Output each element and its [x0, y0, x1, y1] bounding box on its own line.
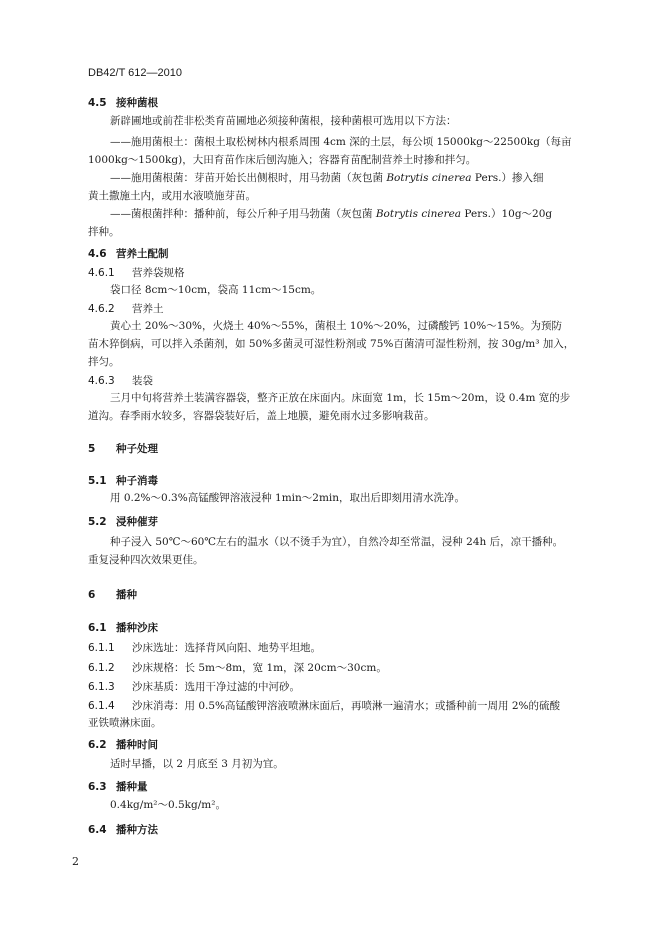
heading-number: 4.6.2	[88, 303, 115, 315]
heading-5-2	[88, 514, 158, 529]
heading-title: 播种	[116, 589, 137, 601]
paragraph: 亚铁喷淋床面。	[88, 717, 162, 729]
item-6-1-2	[88, 660, 387, 675]
paragraph: 道沟。春季雨水较多，容器袋装好后，盖上地膜，避免雨水过多影响栽苗。	[88, 410, 435, 422]
standard-code: DB42/T 612—2010	[88, 67, 182, 79]
item-text: 沙床规格：长 5m～8m，宽 1m，深 20cm～30cm。	[132, 662, 387, 674]
paragraph: 用 0.2%～0.3%高锰酸钾溶液浸种 1min～2min，取出后即刻用清水洗净。	[110, 492, 466, 504]
heading-number: 6	[88, 589, 96, 601]
item-number: 6.1.1	[88, 642, 115, 654]
paragraph: 黄心土 20%～30%，火烧土 40%～55%，菌根土 10%～20%，过磷酸钙 10%～15%。为预防	[110, 320, 563, 332]
item-number: 6.1.4	[88, 700, 115, 712]
heading-5	[88, 441, 158, 456]
paragraph: 重复浸种四次效果更佳。	[88, 554, 204, 566]
heading-title: 播种量	[116, 781, 148, 793]
text-run: Pers.）10g～20g	[461, 208, 553, 220]
item-number: 6.1.3	[88, 681, 115, 693]
heading-title: 营养土	[132, 303, 164, 315]
paragraph: 黄土撒施土内，或用水液喷施芽苗。	[88, 190, 256, 202]
heading-4-6-3	[88, 373, 153, 388]
paragraph	[110, 207, 552, 221]
item-text: 沙床选址：选择背风向阳、地势平坦地。	[132, 642, 321, 654]
item-6-1-3	[88, 679, 300, 694]
heading-4-5	[88, 95, 158, 110]
heading-title: 浸种催芽	[116, 516, 158, 528]
item-text: 沙床基质：选用干净过滤的中河砂。	[132, 681, 300, 693]
item-6-1-4	[88, 698, 560, 713]
heading-title: 接种菌根	[116, 97, 158, 109]
heading-6-3	[88, 779, 148, 794]
heading-title: 播种方法	[116, 824, 158, 836]
text-run: ——施用菌根菌：芽苗开始长出侧根时，用马勃菌（灰包菌	[110, 172, 387, 184]
latin-name: Botrytis cinerea	[386, 172, 472, 184]
heading-number: 5.1	[88, 475, 107, 487]
page-number: 2	[72, 855, 79, 868]
heading-number: 6.3	[88, 781, 107, 793]
heading-title: 种子处理	[116, 443, 158, 455]
paragraph: 袋口径 8cm～10cm，袋高 11cm～15cm。	[110, 284, 322, 296]
paragraph: 种子浸入 50℃～60℃左右的温水（以不烫手为宜），自然冷却至常温，浸种 24h 后，凉干播种。	[110, 536, 564, 548]
heading-6-1	[88, 620, 158, 635]
heading-title: 营养土配制	[116, 248, 169, 260]
text-run: Pers.）掺入细	[471, 172, 544, 184]
heading-4-6-1	[88, 265, 185, 280]
paragraph: 拌匀。	[88, 356, 120, 368]
heading-number: 6.1	[88, 622, 107, 634]
heading-6-4	[88, 822, 158, 837]
paragraph: 三月中旬将营养土装满容器袋，整齐正放在床面内。床面宽 1m，长 15m～20m，设 0.4m 宽的步	[110, 392, 571, 404]
heading-4-6	[88, 246, 169, 261]
heading-number: 4.6.3	[88, 375, 115, 387]
heading-4-6-2	[88, 301, 164, 316]
heading-title: 播种沙床	[116, 622, 158, 634]
paragraph	[110, 171, 543, 185]
heading-title: 播种时间	[116, 739, 158, 751]
paragraph: 新辟圃地或前茬非松类育苗圃地必须接种菌根，接种菌根可选用以下方法：	[110, 115, 457, 127]
heading-title: 种子消毒	[116, 475, 158, 487]
heading-number: 5.2	[88, 516, 107, 528]
heading-number: 6.2	[88, 739, 107, 751]
item-6-1-1	[88, 640, 321, 655]
heading-number: 6.4	[88, 824, 107, 836]
heading-6	[88, 587, 137, 602]
heading-6-2	[88, 737, 158, 752]
paragraph: 苗木猝倒病，可以拌入杀菌剂，如 50%多菌灵可湿性粉剂或 75%百菌清可湿性粉剂，按 30g/m³ 加入，	[88, 338, 575, 350]
heading-title: 营养袋规格	[132, 267, 185, 279]
heading-number: 4.6.1	[88, 267, 115, 279]
paragraph: 0.4kg/m²～0.5kg/m²。	[110, 799, 226, 811]
paragraph: 适时早播，以 2 月底至 3 月初为宜。	[110, 758, 284, 770]
text-run: ——菌根菌拌种：播种前，每公斤种子用马勃菌（灰包菌	[110, 208, 376, 220]
heading-number: 4.5	[88, 97, 107, 109]
paragraph: ——施用菌根土：菌根土取松树林内根系周围 4cm 深的土层，每公顷 15000kg～22500kg（每亩	[110, 136, 572, 148]
item-text: 沙床消毒：用 0.5%高锰酸钾溶液喷淋床面后，再喷淋一遍清水；或播种前一周用 2%的硫酸	[132, 700, 561, 712]
heading-5-1	[88, 473, 158, 488]
heading-number: 4.6	[88, 248, 107, 260]
latin-name: Botrytis cinerea	[375, 208, 462, 220]
paragraph: 拌种。	[88, 226, 120, 238]
heading-title: 装袋	[132, 375, 153, 387]
paragraph: 1000kg～1500kg)，大田育苗作床后刨沟施入；容器育苗配制营养土时掺和拌匀。	[88, 154, 477, 166]
item-number: 6.1.2	[88, 662, 115, 674]
heading-number: 5	[88, 443, 96, 455]
